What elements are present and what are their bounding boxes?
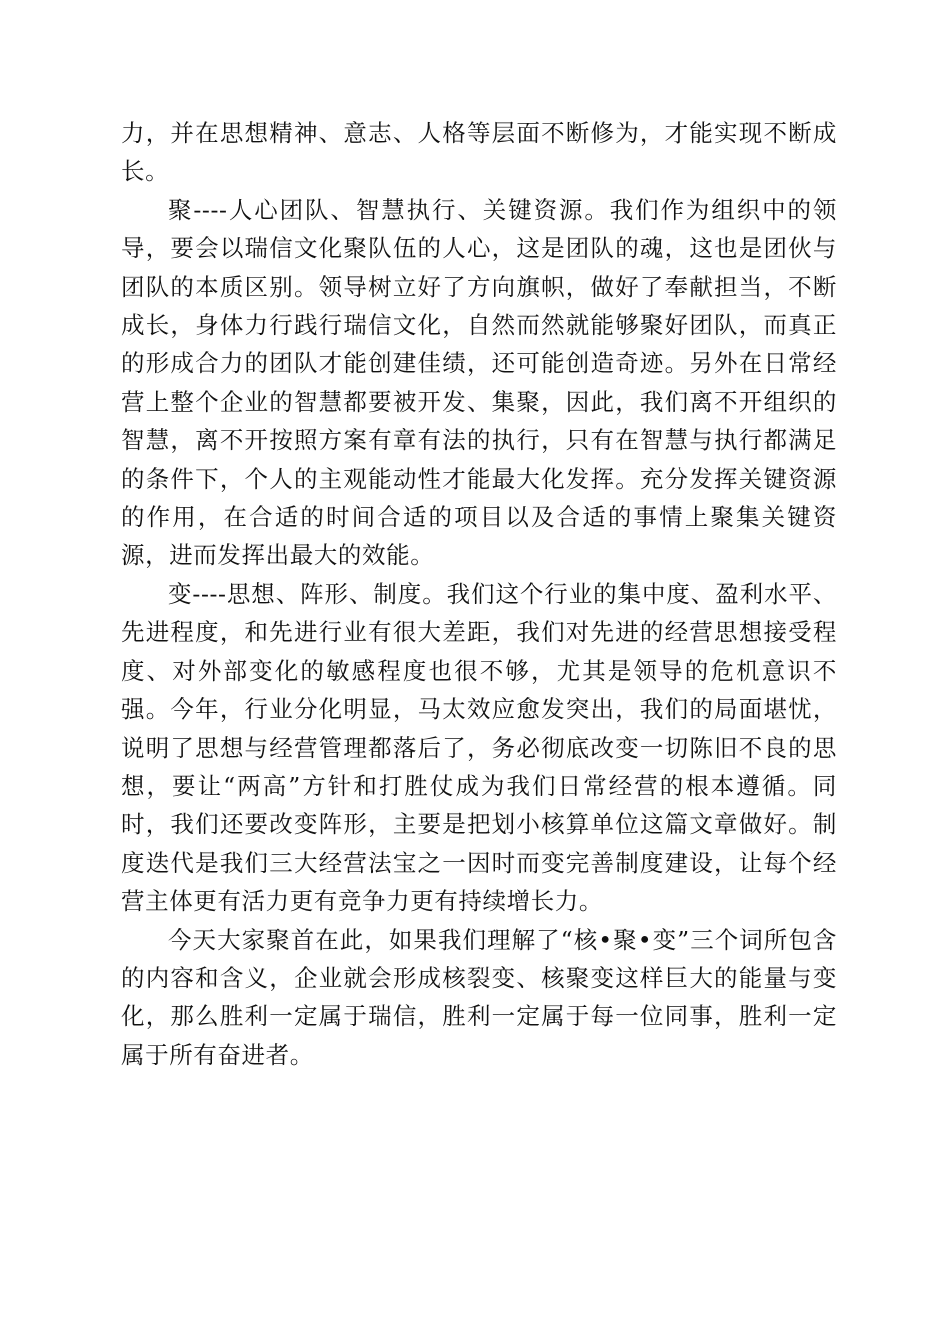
paragraph-conclusion: 今天大家聚首在此，如果我们理解了“核•聚•变”三个词所包含的内容和含义，企业就会形成核裂变、核聚变这样巨大的能量与变化，那么胜利一定属于瑞信，胜利一定属于每一位同事，胜利一定属于所有奋进者。 bbox=[121, 925, 837, 1069]
paragraph-continuation: 力，并在思想精神、意志、人格等层面不断修为，才能实现不断成长。 bbox=[121, 119, 837, 186]
document-body bbox=[121, 114, 837, 1074]
paragraph-bian: 变----思想、阵形、制度。我们这个行业的集中度、盈利水平、先进程度，和先进行业有很大差距，我们对先进的经营思想接受程度、对外部变化的敏感程度也很不够，尤其是领导的危机意识不强。今年，行业分化明显，马太效应愈发突出，我们的局面堪忧，说明了思想与经营管理都落后了，务必彻底改变一切陈旧不良的思想，要让“两高”方针和打胜仗成为我们日常经营的根本遵循。同时，我们还要改变阵形，主要是把划小核算单位这篇文章做好。制度迭代是我们三大经营法宝之一因时而变完善制度建设，让每个经营主体更有活力更有竞争力更有持续增长力。 bbox=[121, 579, 837, 916]
paragraph-ju: 聚----人心团队、智慧执行、关键资源。我们作为组织中的领导，要会以瑞信文化聚队伍的人心，这是团队的魂，这也是团伙与团队的本质区别。领导树立好了方向旗帜，做好了奉献担当，不断成长，身体力行践行瑞信文化，自然而然就能够聚好团队，而真正的形成合力的团队才能创建佳绩，还可能创造奇迹。另外在日常经营上整个企业的智慧都要被开发、集聚，因此，我们离不开组织的智慧，离不开按照方案有章有法的执行，只有在智慧与执行都满足的条件下，个人的主观能动性才能最大化发挥。充分发挥关键资源的作用，在合适的时间合适的项目以及合适的事情上聚集关键资源，进而发挥出最大的效能。 bbox=[121, 195, 837, 570]
